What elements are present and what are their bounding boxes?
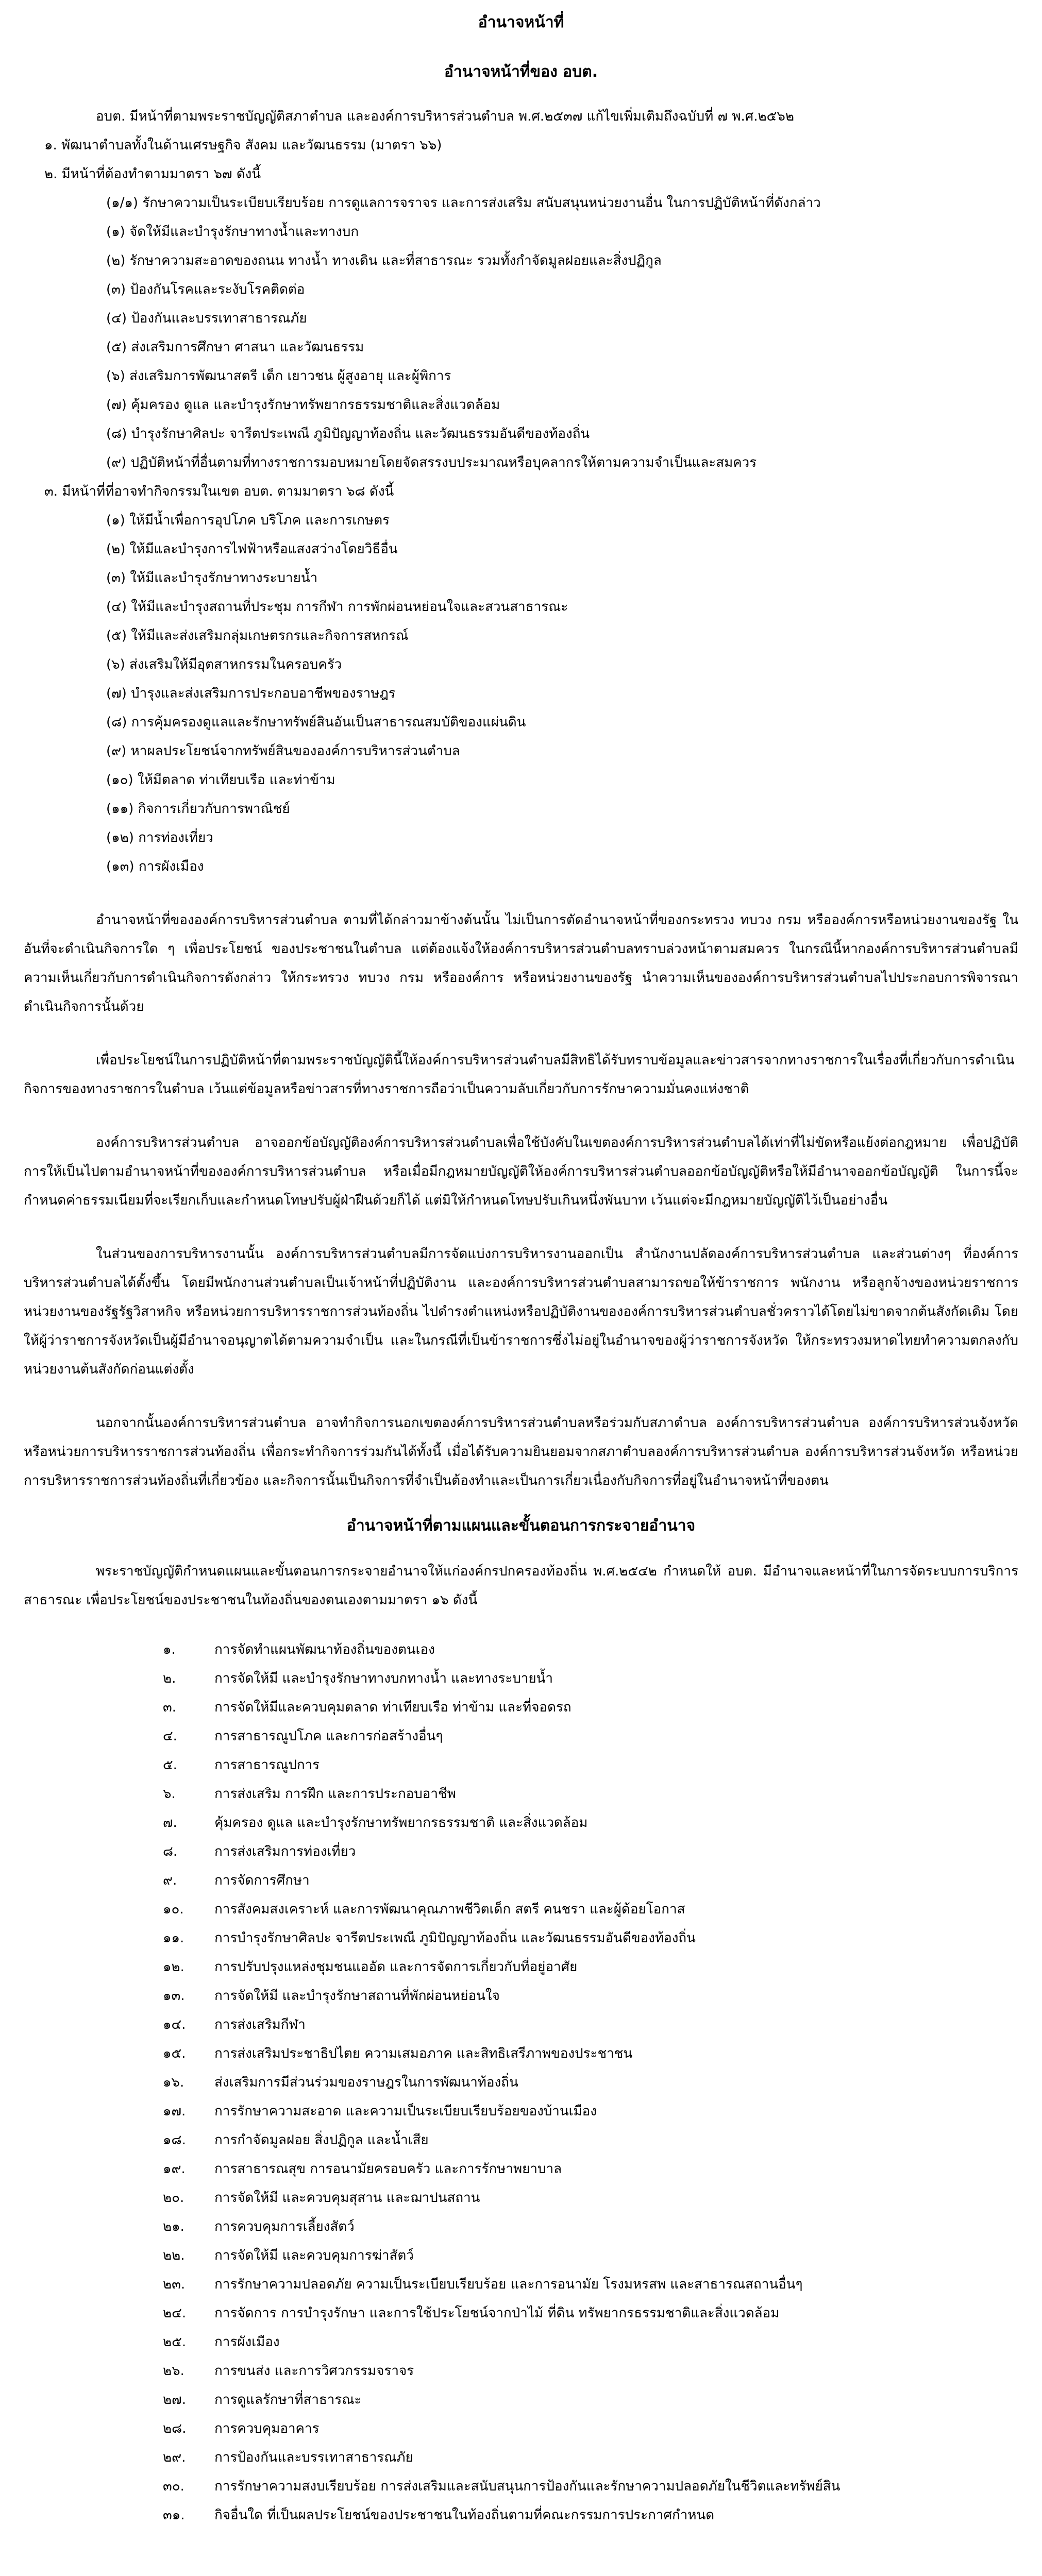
list-item: (๑) จัดให้มีและบำรุงรักษาทางน้ำและทางบก: [106, 224, 359, 240]
power-item: [24, 2443, 1018, 2472]
list-item: (๕) ให้มีและส่งเสริมกลุ่มเกษตรกรและกิจการสหกรณ์: [106, 628, 409, 643]
power-item: [24, 1664, 1018, 1693]
document-page: [24, 0, 1018, 2530]
power-item-text: การสังคมสงเคราะห์ และการพัฒนาคุณภาพชีวิตเด็ก สตรี คนชรา และผู้ด้อยโอกาส: [214, 1902, 685, 1917]
power-item-number: ๗.: [163, 1815, 177, 1831]
power-item-number: ๑๒.: [163, 1959, 184, 1975]
list-item: (๔) ให้มีและบำรุงสถานที่ประชุม การกีฬา การพักผ่อนหย่อนใจและสวนสาธารณะ: [106, 599, 568, 615]
power-item: [24, 1751, 1018, 1780]
power-item-number: ๔.: [163, 1728, 177, 1744]
power-item-number: ๒๗.: [163, 2392, 186, 2408]
section-2-list: [24, 217, 1018, 477]
power-item-text: การจัดให้มี และควบคุมการฆ่าสัตว์: [214, 2248, 414, 2263]
power-item-number: ๓.: [163, 1700, 177, 1715]
paragraph-1: อำนาจหน้าที่ขององค์การบริหารส่วนตำบล ตามที่ได้กล่าวมาข้างต้นนั้น ไม่เป็นการตัดอำนาจหน้าที่ของกระทรวง ทบวง กรม หรือองค์การหรือหน่วยงานของรัฐ ในอันที่จะดำเนินกิจการใด ๆ เพื่อประโยชน์ ของประชาชนในตำบล แต่ต้องแจ้งให้องค์การบริหารส่วนตำบลทราบล่วงหน้าตามสมควร ในกรณีนี้หากองค์การบริหารส่วนตำบลมีความเห็นเกี่ยวกับการดำเนินกิจการดังกล่าว ให้กระทรวง ทบวง กรม หรือองค์การ หรือหน่วยงานของรัฐ นำความเห็นขององค์การบริหารส่วนตำบลไปประกอบการพิจารณาดำเนินกิจการนั้นด้วย: [24, 912, 1018, 1014]
power-item: [24, 1837, 1018, 1866]
power-item-text: การรักษาความสะอาด และความเป็นระเบียบเรียบร้อยของบ้านเมือง: [214, 2104, 597, 2119]
power-item-text: การควบคุมการเลี้ยงสัตว์: [214, 2219, 355, 2234]
power-item: [24, 2357, 1018, 2385]
power-item-number: ๖.: [163, 1786, 176, 1802]
power-item: [24, 2039, 1018, 2068]
list-item: (๘) การคุ้มครองดูแลและรักษาทรัพย์สินอันเป็นสาธารณสมบัติของแผ่นดิน: [106, 715, 526, 730]
power-item: [24, 2270, 1018, 2299]
list-item: (๒) ให้มีและบำรุงการไฟฟ้าหรือแสงสว่างโดยวิธีอื่น: [106, 541, 398, 557]
power-item-text: การผังเมือง: [214, 2334, 280, 2350]
list-item: (๑๓) การผังเมือง: [106, 859, 204, 874]
power-item-number: ๒๖.: [163, 2363, 184, 2379]
power-item-number: ๑.: [163, 1642, 176, 1657]
power-item-number: ๓๐.: [163, 2479, 184, 2494]
list-item: (๑) ให้มีน้ำเพื่อการอุปโภค บริโภค และการเกษตร: [106, 513, 390, 528]
power-item-text: การปรับปรุงแหล่งชุมชนแออัด และการจัดการเกี่ยวกับที่อยู่อาศัย: [214, 1959, 578, 1975]
power-item-number: ๕.: [163, 1757, 177, 1773]
list-item: (๕) ส่งเสริมการศึกษา ศาสนา และวัฒนธรรม: [106, 340, 364, 355]
page-title: อำนาจหน้าที่: [478, 13, 564, 31]
power-item: [24, 2126, 1018, 2155]
power-item-number: ๑๐.: [163, 1902, 184, 1917]
power-item-text: การบำรุงรักษาศิลปะ จารีตประเพณี ภูมิปัญญาท้องถิ่น และวัฒนธรรมอันดีของท้องถิ่น: [214, 1930, 696, 1946]
power-item-text: การส่งเสริมกีฬา: [214, 2017, 306, 2032]
power-item: [24, 2328, 1018, 2357]
paragraph-5: นอกจากนั้นองค์การบริหารส่วนตำบล อาจทำกิจการนอกเขตองค์การบริหารส่วนตำบลหรือร่วมกับสภาตำบล องค์การบริหารส่วนตำบล องค์การบริหารส่วนจังหวัด หรือหน่วยการบริหารราชการส่วนท้องถิ่น เพื่อกระทำกิจการร่วมกันได้ทั้งนี้ เมื่อได้รับความยินยอมจากสภาตำบลองค์การบริหารส่วนตำบล องค์การบริหารส่วนจังหวัด หรือหน่วยการบริหารราชการส่วนท้องถิ่นที่เกี่ยวข้อง และกิจการนั้นเป็นกิจการที่จำเป็นต้องทำและเป็นการเกี่ยวเนื่องกับกิจการที่อยู่ในอำนาจหน้าที่ของตน: [24, 1415, 1018, 1488]
power-item-text: การจัดการ การบำรุงรักษา และการใช้ประโยชน์จากป่าไม้ ที่ดิน ทรัพยากรธรรมชาติและสิ่งแวดล้อม: [214, 2306, 780, 2321]
paragraph-2: เพื่อประโยชน์ในการปฏิบัติหน้าที่ตามพระราชบัญญัตินี้ให้องค์การบริหารส่วนตำบลมีสิทธิได้รับทราบข้อมูลและข่าวสารจากทางราชการในเรื่องที่เกี่ยวกับการดำเนินกิจการของทางราชการในตำบล เว้นแต่ข้อมูลหรือข่าวสารที่ทางราชการถือว่าเป็นความลับเกี่ยวกับการรักษาความมั่นคงแห่งชาติ: [24, 1053, 1015, 1097]
power-item: [24, 1895, 1018, 1924]
section-1: [24, 131, 1018, 160]
power-item-text: การรักษาความสงบเรียบร้อย การส่งเสริมและสนับสนุนการป้องกันและรักษาความปลอดภัยในชีวิตและทรัพย์สิน: [214, 2479, 841, 2494]
power-item: [24, 2212, 1018, 2241]
power-item: [24, 1866, 1018, 1895]
power-item-number: ๑๙.: [163, 2161, 186, 2177]
power-item-number: ๘.: [163, 1844, 178, 1859]
paragraph-3: องค์การบริหารส่วนตำบล อาจออกข้อบัญญัติองค์การบริหารส่วนตำบลเพื่อใช้บังคับในเขตองค์การบริหารส่วนตำบลได้เท่าที่ไม่ขัดหรือแย้งต่อกฎหมาย เพื่อปฏิบัติการให้เป็นไปตามอำนาจหน้าที่ขององค์การบริหารส่วนตำบล หรือเมื่อมีกฎหมายบัญญัติให้องค์การบริหารส่วนตำบลออกข้อบัญญัติหรือให้มีอำนาจออกข้อบัญญัติ ในการนี้จะกำหนดค่าธรรมเนียมที่จะเรียกเก็บและกำหนดโทษปรับผู้ฝ่าฝืนด้วยก็ได้ แต่มิให้กำหนดโทษปรับเกินหนึ่งพันบาท เว้นแต่จะมีกฎหมายบัญญัติไว้เป็นอย่างอื่น: [24, 1135, 1018, 1208]
power-item: [24, 1722, 1018, 1751]
power-item-number: ๒๐.: [163, 2190, 184, 2206]
power-item-text: การส่งเสริมการท่องเที่ยว: [214, 1844, 356, 1859]
power-item-number: ๒๙.: [163, 2450, 186, 2465]
power-item: [24, 1635, 1018, 1664]
section-2-text: มีหน้าที่ต้องทำตามมาตรา ๖๗ ดังนี้: [61, 166, 261, 182]
power-item-text: การกำจัดมูลฝอย สิ่งปฏิกูล และน้ำเสีย: [214, 2132, 429, 2148]
power-item-text: การจัดให้มี และบำรุงรักษาทางบกทางน้ำ และทางระบายน้ำ: [214, 1671, 553, 1686]
list-item: (๑๑) กิจการเกี่ยวกับการพาณิชย์: [106, 801, 290, 817]
power-item-text: ส่งเสริมการมีส่วนร่วมของราษฎรในการพัฒนาท้องถิ่น: [214, 2075, 518, 2090]
list-item: (๙) หาผลประโยชน์จากทรัพย์สินขององค์การบริหารส่วนตำบล: [106, 743, 460, 759]
power-item-number: ๓๑.: [163, 2507, 185, 2523]
list-item: (๗) บำรุงและส่งเสริมการประกอบอาชีพของราษฎร: [106, 686, 396, 701]
power-item: [24, 2155, 1018, 2183]
power-item-text: การส่งเสริมประชาธิปไตย ความเสมอภาค และสิทธิเสรีภาพของประชาชน: [214, 2046, 633, 2061]
power-item: [24, 2068, 1018, 2097]
power-item: [24, 2472, 1018, 2501]
paragraph-4: ในส่วนของการบริหารงานนั้น องค์การบริหารส่วนตำบลมีการจัดแบ่งการบริหารงานออกเป็น สำนักงานปลัดองค์การบริหารส่วนตำบล และส่วนต่างๆ ที่องค์การบริหารส่วนตำบลได้ตั้งขึ้น โดยมีพนักงานส่วนตำบลเป็นเจ้าหน้าที่ปฏิบัติงาน และองค์การบริหารส่วนตำบลสามารถขอให้ข้าราชการ พนักงาน หรือลูกจ้างของหน่วยราชการ หน่วยงานของรัฐรัฐวิสาหกิจ หรือหน่วยการบริหารราชการส่วนท้องถิ่น ไปดำรงตำแหน่งหรือปฏิบัติงานขององค์การบริหารส่วนตำบลชั่วคราวได้โดยไม่ขาดจากต้นสังกัดเดิม โดยให้ผู้ว่าราชการจังหวัดเป็นผู้มีอำนาจอนุญาตได้ตามความจำเป็น และในกรณีที่เป็นข้าราชการซึ่งไม่อยู่ในอำนาจของผู้ว่าราชการจังหวัด ให้กระทรวงมหาดไทยทำความตกลงกับหน่วยงานต้นสังกัดก่อนแต่งตั้ง: [24, 1246, 1018, 1377]
list-item: (๙) ปฏิบัติหน้าที่อื่นตามที่ทางราชการมอบหมายโดยจัดสรรงบประมาณหรือบุคลากรให้ตามความจำเป็นและสมควร: [106, 455, 757, 470]
power-item-text: การสาธารณูปโภค และการก่อสร้างอื่นๆ: [214, 1728, 443, 1744]
power-item: [24, 1924, 1018, 1953]
power-item-text: การควบคุมอาคาร: [214, 2421, 320, 2436]
power-item-text: กิจอื่นใด ที่เป็นผลประโยชน์ของประชาชนในท้องถิ่นตามที่คณะกรรมการประกาศกำหนด: [214, 2507, 715, 2523]
power-item-number: ๒๓.: [163, 2277, 186, 2292]
section-title-decentralization: อำนาจหน้าที่ตามแผนและขั้นตอนการกระจายอำนาจ: [346, 1517, 696, 1535]
section-2: [24, 160, 1018, 189]
list-item: (๗) คุ้มครอง ดูแล และบำรุงรักษาทรัพยากรธรรมชาติและสิ่งแวดล้อม: [106, 397, 500, 413]
power-item: [24, 2010, 1018, 2039]
list-item: (๖) ส่งเสริมการพัฒนาสตรี เด็ก เยาวชน ผู้สูงอายุ และผู้พิการ: [106, 368, 451, 384]
power-item-text: การป้องกันและบรรเทาสาธารณภัย: [214, 2450, 413, 2465]
power-item-number: ๑๕.: [163, 2046, 186, 2061]
power-item-number: ๒๘.: [163, 2421, 187, 2436]
list-item: (๓) ให้มีและบำรุงรักษาทางระบายน้ำ: [106, 570, 318, 586]
power-item: [24, 2501, 1018, 2530]
power-item: [24, 2097, 1018, 2126]
power-item: [24, 1981, 1018, 2010]
power-item-number: ๒๕.: [163, 2334, 187, 2350]
list-item: (๒) รักษาความสะอาดของถนน ทางน้ำ ทางเดิน และที่สาธารณะ รวมทั้งกำจัดมูลฝอยและสิ่งปฏิกูล: [106, 253, 662, 268]
power-item-text: การจัดการศึกษา: [214, 1873, 310, 1888]
power-item-text: การส่งเสริม การฝึก และการประกอบอาชีพ: [214, 1786, 456, 1802]
power-item-number: ๒.: [163, 1671, 176, 1686]
power-item-number: ๑๗.: [163, 2104, 186, 2119]
power-item-text: การดูแลรักษาที่สาธารณะ: [214, 2392, 362, 2408]
section-2-number: ๒.: [44, 166, 58, 182]
list-item: (๑๒) การท่องเที่ยว: [106, 830, 213, 845]
power-item-number: ๒๔.: [163, 2306, 187, 2321]
power-item-text: การรักษาความปลอดภัย ความเป็นระเบียบเรียบร้อย และการอนามัย โรงมหรสพ และสาธารณสถานอื่นๆ: [214, 2277, 803, 2292]
power-item-text: คุ้มครอง ดูแล และบำรุงรักษาทรัพยากรธรรมชาติ และสิ่งแวดล้อม: [214, 1815, 588, 1831]
decentralization-intro: พระราชบัญญัติกำหนดแผนและขั้นตอนการกระจายอำนาจให้แก่องค์กรปกครองท้องถิ่น พ.ศ.๒๕๔๒ กำหนดให้ อบต. มีอำนาจและหน้าที่ในการจัดระบบการบริการสาธารณะ เพื่อประโยชน์ของประชาชนในท้องถิ่นของตนเองตามมาตรา ๑๖ ดังนี้: [24, 1564, 1018, 1608]
section-1-text: พัฒนาตำบลทั้งในด้านเศรษฐกิจ สังคม และวัฒนธรรม (มาตรา ๖๖): [61, 138, 442, 153]
list-item: (๓) ป้องกันโรคและระงับโรคติดต่อ: [106, 282, 305, 297]
power-item: [24, 2385, 1018, 2414]
power-item-text: การจัดให้มี และควบคุมสุสาน และฌาปนสถาน: [214, 2190, 480, 2206]
intro-paragraph: อบต. มีหน้าที่ตามพระราชบัญญัติสภาตำบล และองค์การบริหารส่วนตำบล พ.ศ.๒๕๓๗ แก้ไขเพิ่มเติมถึงฉบับที่ ๗ พ.ศ.๒๕๖๒: [96, 109, 794, 124]
section-3: [24, 477, 1018, 506]
power-item: [24, 2183, 1018, 2212]
power-item-number: ๑๓.: [163, 1988, 185, 2004]
power-item-text: การจัดให้มีและควบคุมตลาด ท่าเทียบเรือ ท่าข้าม และที่จอดรถ: [214, 1700, 572, 1715]
power-item-number: ๒๒.: [163, 2248, 185, 2263]
power-item: [24, 1780, 1018, 1808]
list-item: (๔) ป้องกันและบรรเทาสาธารณภัย: [106, 311, 307, 326]
power-item-text: การขนส่ง และการวิศวกรรมจราจร: [214, 2363, 414, 2379]
power-item: [24, 1808, 1018, 1837]
power-item: [24, 2241, 1018, 2270]
powers-list: [24, 1635, 1018, 2530]
list-item: (๖) ส่งเสริมให้มีอุตสาหกรรมในครอบครัว: [106, 657, 342, 672]
power-item-text: การสาธารณสุข การอนามัยครอบครัว และการรักษาพยาบาล: [214, 2161, 562, 2177]
section-3-list: [24, 506, 1018, 881]
power-item-number: ๑๖.: [163, 2075, 184, 2090]
power-item-number: ๑๔.: [163, 2017, 186, 2032]
power-item-number: ๑๑.: [163, 1930, 184, 1946]
section-3-text: มีหน้าที่ที่อาจทำกิจกรรมในเขต อบต. ตามมาตรา ๖๘ ดังนี้: [62, 484, 394, 499]
power-item-text: การจัดให้มี และบำรุงรักษาสถานที่พักผ่อนหย่อนใจ: [214, 1988, 500, 2004]
power-item-number: ๑๘.: [163, 2132, 186, 2148]
power-item-text: การจัดทำแผนพัฒนาท้องถิ่นของตนเอง: [214, 1642, 435, 1657]
power-item: [24, 2299, 1018, 2328]
section-title-abt-powers: อำนาจหน้าที่ของ อบต.: [444, 63, 598, 81]
section-2-lead: (๑/๑) รักษาความเป็นระเบียบเรียบร้อย การดูแลการจราจร และการส่งเสริม สนับสนุนหน่วยงานอื่น ในการปฏิบัติหน้าที่ดังกล่าว: [106, 195, 821, 211]
power-item-number: ๒๑.: [163, 2219, 184, 2234]
section-3-number: ๓.: [44, 484, 58, 499]
power-item: [24, 1693, 1018, 1722]
list-item: (๘) บำรุงรักษาศิลปะ จารีตประเพณี ภูมิปัญญาท้องถิ่น และวัฒนธรรมอันดีของท้องถิ่น: [106, 426, 590, 442]
power-item-number: ๙.: [163, 1873, 177, 1888]
power-item: [24, 2414, 1018, 2443]
power-item-text: การสาธารณูปการ: [214, 1757, 320, 1773]
section-1-number: ๑.: [44, 138, 57, 153]
power-item: [24, 1953, 1018, 1981]
list-item: (๑๐) ให้มีตลาด ท่าเทียบเรือ และท่าข้าม: [106, 772, 335, 788]
